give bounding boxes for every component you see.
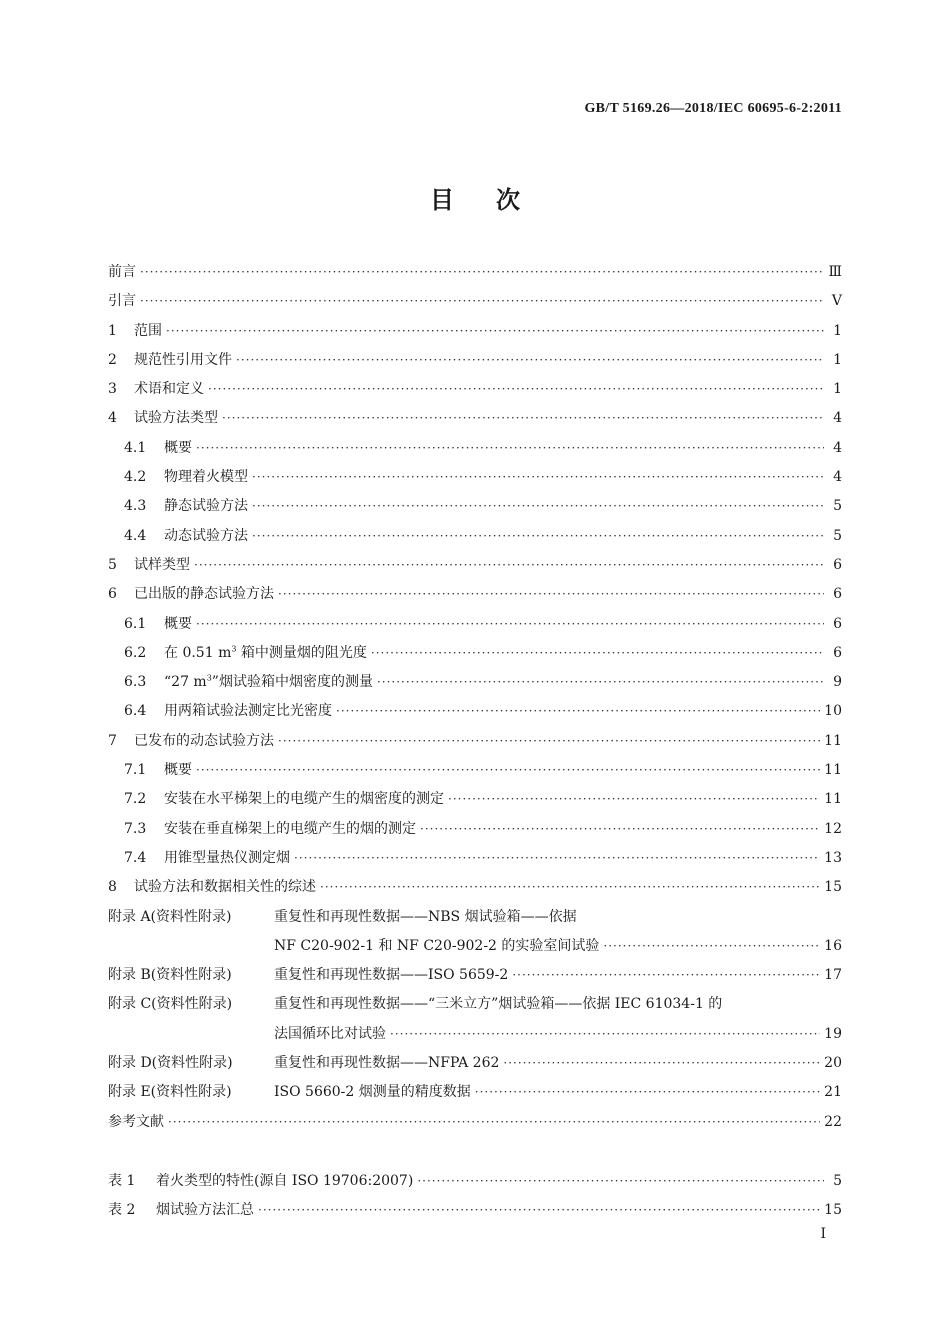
toc-leader: [512, 961, 820, 990]
toc-page: 15: [824, 879, 842, 896]
toc-page: 13: [824, 849, 842, 866]
toc-label: 用两箱试验法测定比光密度: [164, 703, 332, 720]
toc-page: 22: [824, 1113, 842, 1130]
toc-page: 11: [824, 762, 842, 779]
toc-leader: [236, 346, 824, 375]
toc-label: 参考文献: [108, 1113, 164, 1130]
toc-leader: [603, 932, 820, 961]
toc-number: 6: [108, 586, 117, 603]
toc-page: 19: [824, 1025, 842, 1042]
toc-label: 在 0.51 $m^3$ 箱中测量烟的阻光度: [164, 644, 367, 661]
toc-label: ISO 5660-2 烟测量的精度数据: [274, 1084, 471, 1101]
toc-page: 6: [833, 615, 842, 632]
toc-label: 概要: [164, 762, 192, 779]
toc-number: 4: [108, 410, 117, 427]
toc-page: Ⅲ: [828, 264, 842, 280]
page-number: Ⅰ: [820, 1226, 826, 1242]
toc-annex-label: 附录 C(资料性附录): [108, 996, 233, 1013]
toc-page: 10: [824, 703, 842, 720]
toc-page: 4: [833, 439, 842, 456]
toc-number: 表 2: [108, 1202, 136, 1219]
table-of-contents: [108, 258, 842, 1226]
toc-page: 5: [833, 498, 842, 515]
toc-number: 7.2: [124, 791, 147, 808]
toc-number: 2: [108, 351, 117, 368]
toc-label: 安装在垂直梯架上的电缆产生的烟的测定: [164, 820, 416, 837]
toc-leader: [390, 1020, 820, 1049]
toc-page: 1: [833, 351, 842, 368]
toc-number: 6.2: [124, 644, 147, 661]
toc-leader: [377, 668, 824, 697]
toc-label: 试验方法和数据相关性的综述: [134, 879, 316, 896]
toc-entry-annex-d[interactable]: [108, 1049, 842, 1078]
toc-leader: [196, 756, 820, 785]
toc-entry-6-1[interactable]: [108, 610, 842, 639]
toc-entry-annex-a-cont[interactable]: [108, 932, 842, 961]
toc-page: Ⅴ: [831, 293, 842, 310]
toc-label: 已出版的静态试验方法: [134, 586, 274, 603]
toc-leader: [140, 287, 824, 316]
toc-leader: [320, 873, 820, 902]
toc-page: 9: [833, 674, 842, 691]
toc-label: 引言: [108, 293, 136, 310]
toc-entry-7-1[interactable]: [108, 756, 842, 785]
toc-entry-annex-a[interactable]: [108, 903, 842, 932]
toc-label: 安装在水平梯架上的电缆产生的烟密度的测定: [164, 791, 444, 808]
toc-leader: [140, 258, 824, 287]
toc-number: 4.2: [124, 469, 147, 486]
toc-page: 16: [824, 937, 842, 954]
toc-annex-label: 附录 A(资料性附录): [108, 908, 232, 925]
toc-label: 法国循环比对试验: [274, 1025, 386, 1042]
toc-label: 范围: [134, 322, 162, 339]
toc-label: 概要: [164, 615, 192, 632]
toc-leader: [294, 844, 820, 873]
toc-leader: [252, 463, 824, 492]
page-title: 目次: [430, 185, 562, 214]
toc-entry-7-4[interactable]: [108, 844, 842, 873]
toc-leader: [208, 375, 824, 404]
toc-number: 4.3: [124, 498, 147, 515]
toc-page: 21: [824, 1084, 842, 1101]
toc-entry-5[interactable]: [108, 551, 842, 580]
toc-leader: [166, 317, 824, 346]
toc-number: 5: [108, 556, 117, 573]
toc-label: 规范性引用文件: [134, 351, 232, 368]
toc-label: 已发布的动态试验方法: [134, 732, 274, 749]
toc-entry-4[interactable]: [108, 404, 842, 433]
toc-entry-annex-e[interactable]: [108, 1078, 842, 1107]
toc-number: 1: [108, 322, 117, 339]
toc-label: 前言: [108, 264, 136, 280]
toc-label: 着火类型的特性(源自 ISO 19706:2007): [156, 1172, 414, 1189]
toc-number: 6.1: [124, 615, 147, 632]
toc-entry-4-3[interactable]: [108, 492, 842, 521]
toc-entry-7[interactable]: [108, 727, 842, 756]
toc-label: 术语和定义: [134, 381, 204, 398]
toc-label: 概要: [164, 439, 192, 456]
toc-page: 11: [824, 732, 842, 749]
toc-label: 静态试验方法: [164, 498, 248, 515]
toc-page: 17: [824, 967, 842, 984]
toc-entry-6-2[interactable]: [108, 639, 842, 668]
toc-label: 重复性和再现性数据——NBS 烟试验箱——依据: [274, 908, 577, 925]
toc-label: 试样类型: [134, 556, 190, 573]
toc-entry-references[interactable]: [108, 1108, 842, 1137]
toc-label: 用锥型量热仪测定烟: [164, 849, 290, 866]
toc-entry-6-4[interactable]: [108, 697, 842, 726]
toc-page: 6: [833, 644, 842, 661]
toc-page: 12: [824, 820, 842, 837]
toc-annex-label: 附录 D(资料性附录): [108, 1055, 233, 1072]
toc-leader: [278, 727, 820, 756]
section-gap: [108, 1137, 842, 1167]
toc-entry-annex-b[interactable]: [108, 961, 842, 990]
toc-entry-annex-c[interactable]: [108, 990, 842, 1019]
toc-page: 20: [824, 1055, 842, 1072]
toc-leader: [420, 815, 820, 844]
toc-entry-1[interactable]: [108, 317, 842, 346]
toc-entry-8[interactable]: [108, 873, 842, 902]
toc-leader: [196, 434, 824, 463]
toc-entry-4-4[interactable]: [108, 522, 842, 551]
toc-page: 6: [833, 556, 842, 573]
toc-number: 8: [108, 879, 117, 896]
toc-number: 4.4: [124, 527, 147, 544]
toc-number: 4.1: [124, 439, 147, 456]
toc-page: 1: [833, 322, 842, 339]
toc-entry-7-3[interactable]: [108, 815, 842, 844]
toc-entry-2[interactable]: [108, 346, 842, 375]
toc-number: 6.3: [124, 674, 147, 691]
toc-leader: [371, 639, 824, 668]
toc-leader: [252, 522, 824, 551]
toc-leader: [475, 1078, 820, 1107]
toc-entry-4-2[interactable]: [108, 463, 842, 492]
toc-entry-7-2[interactable]: [108, 785, 842, 814]
toc-leader: [503, 1049, 820, 1078]
toc-label: NF C20-902-1 和 NF C20-902-2 的实验室间试验: [274, 937, 600, 954]
toc-leader: [252, 492, 824, 521]
toc-label: 动态试验方法: [164, 527, 248, 544]
toc-entry-introduction[interactable]: [108, 287, 842, 316]
toc-number: 表 1: [108, 1172, 136, 1189]
toc-number: 7.3: [124, 820, 147, 837]
toc-page: 11: [824, 791, 842, 808]
toc-entry-4-1[interactable]: [108, 434, 842, 463]
toc-page: 15: [824, 1202, 842, 1219]
toc-leader: [417, 1167, 824, 1196]
toc-entry-table-1[interactable]: [108, 1167, 842, 1196]
toc-number: 7.4: [124, 849, 147, 866]
toc-leader: [448, 785, 820, 814]
toc-leader: [194, 551, 824, 580]
toc-page: 4: [833, 410, 842, 427]
toc-leader: [222, 404, 824, 433]
toc-label: 烟试验方法汇总: [156, 1202, 254, 1219]
toc-leader: [168, 1108, 820, 1137]
toc-entry-annex-c-cont[interactable]: [108, 1020, 842, 1049]
toc-label: “27 $m^3$”烟试验箱中烟密度的测量: [164, 673, 373, 691]
toc-annex-label: 附录 B(资料性附录): [108, 967, 232, 984]
toc-label: 试验方法类型: [134, 410, 218, 427]
toc-number: 7: [108, 732, 117, 749]
toc-label: 物理着火模型: [164, 469, 248, 486]
toc-page: 5: [833, 1172, 842, 1189]
toc-number: 3: [108, 381, 117, 398]
toc-page: 4: [833, 469, 842, 486]
toc-leader: [336, 697, 820, 726]
toc-leader: [278, 580, 824, 609]
toc-page: 6: [833, 586, 842, 603]
toc-number: 7.1: [124, 762, 147, 779]
toc-annex-label: 附录 E(资料性附录): [108, 1084, 232, 1101]
toc-entry-3[interactable]: [108, 375, 842, 404]
toc-entry-6[interactable]: [108, 580, 842, 609]
toc-entry-foreword[interactable]: [108, 258, 842, 287]
toc-leader: [258, 1196, 820, 1225]
toc-entry-table-2[interactable]: [108, 1196, 842, 1225]
toc-label: 重复性和再现性数据——“三米立方”烟试验箱——依据 IEC 61034-1 的: [274, 996, 723, 1013]
toc-page: 1: [833, 381, 842, 398]
toc-entry-6-3[interactable]: [108, 668, 842, 697]
toc-label: 重复性和再现性数据——NFPA 262: [274, 1055, 500, 1072]
toc-number: 6.4: [124, 703, 147, 720]
toc-page: 5: [833, 527, 842, 544]
toc-label: 重复性和再现性数据——ISO 5659-2: [274, 967, 509, 984]
toc-leader: [196, 610, 824, 639]
standard-code: GB/T 5169.26—2018/IEC 60695-6-2:2011: [584, 101, 842, 116]
